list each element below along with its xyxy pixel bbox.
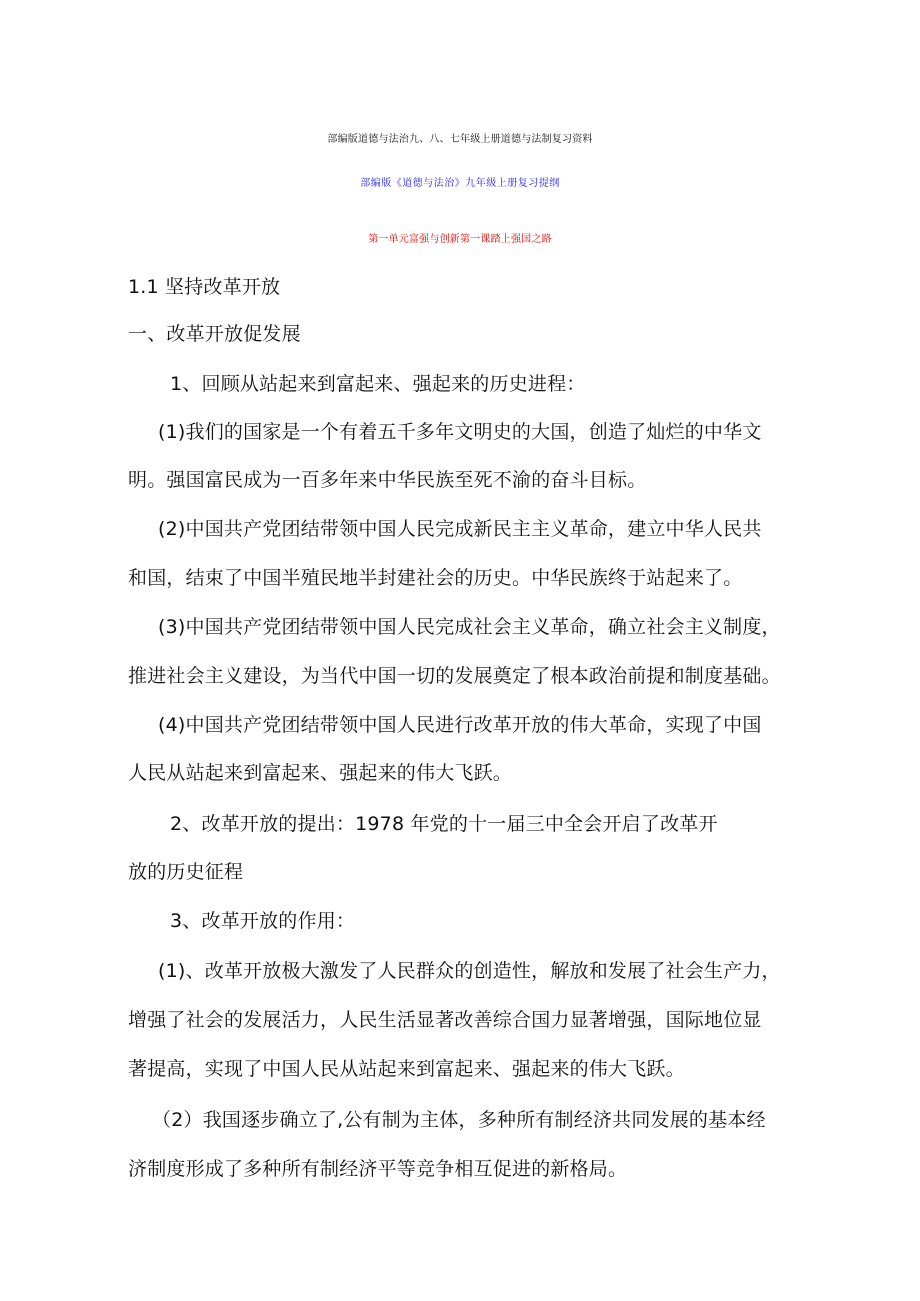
paragraph-5-line-2: 增强了社会的发展活力，人民生活显著改善综合国力显著增强，国际地位显 bbox=[128, 1009, 762, 1031]
paragraph-4-line-1: (4)中国共产党团结带领中国人民进行改革开放的伟大革命，实现了中国 bbox=[158, 714, 762, 736]
unit-title: 第一单元富强与创新第一课踏上强国之路 bbox=[368, 234, 552, 245]
paragraph-6-line-2: 济制度形成了多种所有制经济平等竞争相互促进的新格局。 bbox=[128, 1158, 628, 1180]
paragraph-4-line-2: 人民从站起来到富起来、强起来的伟大飞跃。 bbox=[128, 762, 513, 784]
item-1-heading: 1、回顾从站起来到富起来、强起来的历史进程： bbox=[170, 373, 586, 395]
item-3-heading: 3、改革开放的作用： bbox=[170, 910, 356, 932]
item-2-line-2: 放的历史征程 bbox=[128, 861, 244, 883]
paragraph-1-line-2: 明。强国富民成为一百多年来中华民族至死不渝的奋斗目标。 bbox=[128, 469, 647, 491]
section-heading: 1.1 坚持改革开放 bbox=[128, 276, 281, 298]
paragraph-3-line-2: 推进社会主义建设，为当代中国一切的发展奠定了根本政治前提和制度基础。 bbox=[128, 665, 781, 687]
paragraph-5-line-3: 著提高，实现了中国人民从站起来到富起来、强起来的伟大飞跃。 bbox=[128, 1058, 685, 1080]
paragraph-5-line-1: (1)、改革开放极大激发了人民群众的创造性，解放和发展了社会生产力， bbox=[158, 960, 781, 982]
paragraph-3-line-1: (3)中国共产党团结带领中国人民完成社会主义革命，确立社会主义制度， bbox=[158, 616, 781, 638]
paragraph-1-line-1: (1)我们的国家是一个有着五千多年文明史的大国，创造了灿烂的中华文 bbox=[158, 421, 762, 443]
document-header: 部编版道德与法治九、八、七年级上册道德与法制复习资料 bbox=[327, 134, 593, 145]
paragraph-2-line-2: 和国，结束了中国半殖民地半封建社会的历史。中华民族终于站起来了。 bbox=[128, 567, 743, 589]
paragraph-2-line-1: (2)中国共产党团结带领中国人民完成新民主主义革命，建立中华人民共 bbox=[158, 518, 762, 540]
heading-1: 一、改革开放促发展 bbox=[128, 323, 301, 345]
item-2-line-1: 2、改革开放的提出：1978 年党的十一届三中全会开启了改革开 bbox=[170, 813, 718, 835]
document-title: 部编版《道德与法治》九年级上册复习提纲 bbox=[360, 178, 560, 189]
paragraph-6-line-1: （2）我国逐步确立了,公有制为主体，多种所有制经济共同发展的基本经 bbox=[152, 1109, 766, 1131]
